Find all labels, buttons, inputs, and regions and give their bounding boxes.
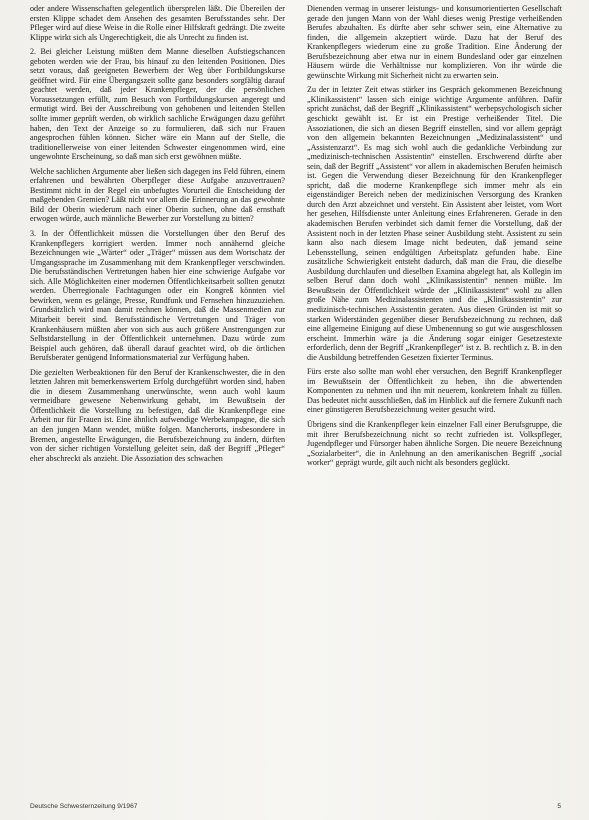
right-text-column: [307, 4, 562, 774]
page-number: 5: [557, 803, 561, 810]
paragraph: Übrigens sind die Krankenpfleger kein einzelner Fall einer Berufsgruppe, die mit ihrer Berufsbezeichnung nicht so recht zufrieden ist. Volkspfleger, Jugendpfleger und Fürsorger haben ähnliche Sorgen. Die neuere Bezeichnung „Sozialarbeiter“, die in Anlehnung an den amerikanischen Begriff „social worker“ geprägt wurde, gilt auch nicht als besonders geglückt.: [307, 419, 562, 468]
paragraph: oder andere Wissenschaften gelegentlich übersprelen läßt. Die Übereilen der ersten Klippe schadet dem Ansehen des gesamten Berufsstandes sehr. Der Pfleger wird auf diese Weise in die Rolle einer Hilfskraft gedrängt. Die zweite Klippe wirkt sich als Ungerechtigkeit, die als Unrecht zu finden ist.: [30, 4, 285, 42]
paragraph: Fürs erste also sollte man wohl eher versuchen, den Begriff Krankenpfleger im Bewußtsein der Öffentlichkeit zu heben, ihn die abwertenden Komponenten zu nehmen und ihn mit neuerem, konkretem Inhalt zu füllen. Das bedeutet nicht ausschließen, daß im Hinblick auf die fernere Zukunft nach einer günstigeren Berufsbezeichnung weiter gesucht wird.: [307, 367, 562, 415]
paragraph: 2. Bei gleicher Leistung müßten dem Manne dieselben Aufstiegschancen geboten werden wie der Frau, bis hinauf zu den leitenden Positionen. Dies setzt voraus, daß geeigneten Bewerbern der Weg über Fortbildungskurse geöffnet wird. Für eine Übergangszeit sollte ganz besonders sorgfältig darauf geachtet werden, daß jeder Krankenpfleger, der die persönlichen Voraussetzungen erfüllt, zum Besuch von Fortbildungskursen angeregt und ermutigt wird. Bei der Ausschreibung von gehobenen und leitenden Stellen sollte immer geprüft werden, ob wirklich sachliche Erwägungen dazu geführt haben, den Text der Anzeige so zu formulieren, daß sich nur Frauen angesprochen fühlen können. Sicher wäre ein Mann auf der Stelle, die traditionellerweise von einer leitenden Schwester eingenommen wird, eine ungewohnte Erscheinung, so daß man sich erst gewöhnen müßte.: [30, 47, 285, 162]
paragraph: Welche sachlichen Argumente aber ließen sich dagegen ins Feld führen, einem erfahrenen und bewährten Oberpfleger diese Aufgabe anzuvertrauen? Bestimmt nicht in der Regel ein unbefugtes Vorurteil die Entscheidung der maßgebenden Gremien? Läßt nicht vor allem die Erinnerung an das gewohnte Bild der Oberin wiederum nach einer Oberin suchen, ohne daß ernsthaft erwogen würde, auch männliche Bewerber zur Vorstellung zu bitten?: [30, 166, 285, 224]
left-text-column: [30, 4, 285, 800]
paragraph: Zu der in letzter Zeit etwas stärker ins Gespräch gekommenen Bezeichnung „Klinikassistent“ lassen sich einige wichtige Argumente anführen. Dafür spricht zunächst, daß der Begriff „Klinikassistent“ werbepsychologisch sicher geschickt gewählt ist. Er ist ein Prestige verheißender Titel. Die Assoziationen, die sich an diesen Begriff einstellen, sind vor allem geprägt von den allgemein bekannten Bezeichnungen „Medizinalassistent“ und „Assistenzarzt“. Es mag sich wohl auch die gedankliche Verbindung zur „medizinisch-technischen Assistentin“ einstellen. Erschwerend dürfte aber sein, daß der Begriff „Assistent“ vor allem in akademischen Berufen heimisch ist. Gegen die Verwendung dieser Bezeichnung für den Krankenpfleger spricht, daß die moderne Krankenpflege sich immer mehr als ein eigenständiger Bereich neben der medizinischen Versorgung des Kranken durch den Arzt abzeichnet und versteht. Ein Assistent aber leistet, vom Wort her gesehen, Hilfsdienste unter Anleitung eines Erfahreneren. Gerade in den akademischen Berufen verbindet sich damit ferner die Vorstellung, daß der Assistent noch in der letzten Phase seiner Ausbildung steht. Assistent zu sein kann also nach diesem Image nicht bedeuten, daß jemand seine Lebensstellung, seinen endgültigen Arbeitsplatz gefunden habe. Eine zusätzliche Schwierigkeit entsteht dadurch, daß man die Frau, die dieselbe Ausbildung durchlaufen und dieselben Examina abgelegt hat, als Kollegin im selben Beruf dann doch wohl „Klinikassistentin“ nennen müßte. Im Bewußtsein der Öffentlichkeit würde der „Klinikassistent“ wohl zu allen große Nähe zum Medizinalassistenten und die „Klinikassistentin“ zur medizinisch-technischen Assistentin geraten. Aus diesen Gründen ist mit so starken Widerständen gegenüber dieser Berufsbezeichnung zu rechnen, daß eine allgemeine Einigung auf diese Umbenennung so gut wie ausgeschlossen erscheint. Immerhin wäre ja die Änderung sogar einiger Gesetzestexte erforderlich, denn der Begriff „Krankenpfleger“ ist z. B. rechtlich z. B. in den die Ausbildung betreffenden Gesetzen fixierter Terminus.: [307, 85, 562, 362]
paragraph: Dienenden vermag in unserer leistungs- und konsumorientierten Gesellschaft gerade den jungen Mann von der Wahl dieses wenig Prestige verheißenden Berufes abzuhalten. Es dürfte aber sehr schwer sein, eine Alternative zu finden, die allgemein akzeptiert würde. Dazu hat der Beruf des Krankenpflegers wiederum eine zu große Tradition. Eine Änderung der Berufsbezeichnung aber etwa nur in einem Bundesland oder gar einzelnen Häusern würde die Verhältnisse nur komplizieren. Von ihr würde die gewünschte Wirkung mit Sicherheit nicht zu erwarten sein.: [307, 4, 562, 80]
journal-source: Deutsche Schwesternzeitung 9/1967: [30, 803, 138, 810]
paragraph: 3. In der Öffentlichkeit müssen die Vorstellungen über den Beruf des Krankenpflegers korrigiert werden. Immer noch annähernd gleiche Bezeichnungen wie „Wärter“ oder „Träger“ müssen aus dem Wortschatz der Umgangssprache im Zusammenhang mit dem Krankenpfleger verschwinden. Die berufsständischen Vertretungen haben hier eine schwierige Aufgabe vor sich. Alle Möglichkeiten einer modernen Öffentlichkeitsarbeit sollten genutzt werden. Überregionale Fachtagungen oder ein Kongreß könnten viel bewirken, wenn es gelänge, Presse, Rundfunk und Fernsehen hinzuzuziehen. Grundsätzlich wird man damit rechnen können, daß die Massenmedien zur Mitarbeit bereit sind. Berufsständische Vertretungen und Träger von Krankenhäusern müßten aber von sich aus auch größere Anstrengungen zur Selbstdarstellung in der Öffentlichkeit unternehmen. Dazu würde zum Beispiel auch gehören, daß überall darauf geachtet wird, ob die örtlichen Berufsberater genügend Informationsmaterial zur Verfügung haben.: [30, 229, 285, 363]
paragraph: Die gezielten Werbeaktionen für den Beruf der Krankenschwester, die in den letzten Jahren mit bemerkenswertem Erfolg durchgeführt worden sind, haben die in diesem Zusammenhang unerwünschte, wenn auch wohl kaum vermeidbare gewesene Nebenwirkung gehabt, im Bewußtsein der Öffentlichkeit die Vorstellung zu befestigen, daß die Krankenpflege eine Arbeit nur für Frauen ist. Eine ähnlich aufwendige Werbekampagne, die sich an den jungen Mann wendet, müßte folgen. Mancherorts, insbesondere in Bremen, angestellte Erwägungen, die Berufsbezeichnung zu ändern, dürften von der sicher richtigen Vorstellung geleitet sein, daß der Begriff „Pfleger“ eher abschreckt als anzieht. Die Assoziation des schwachen: [30, 367, 285, 463]
